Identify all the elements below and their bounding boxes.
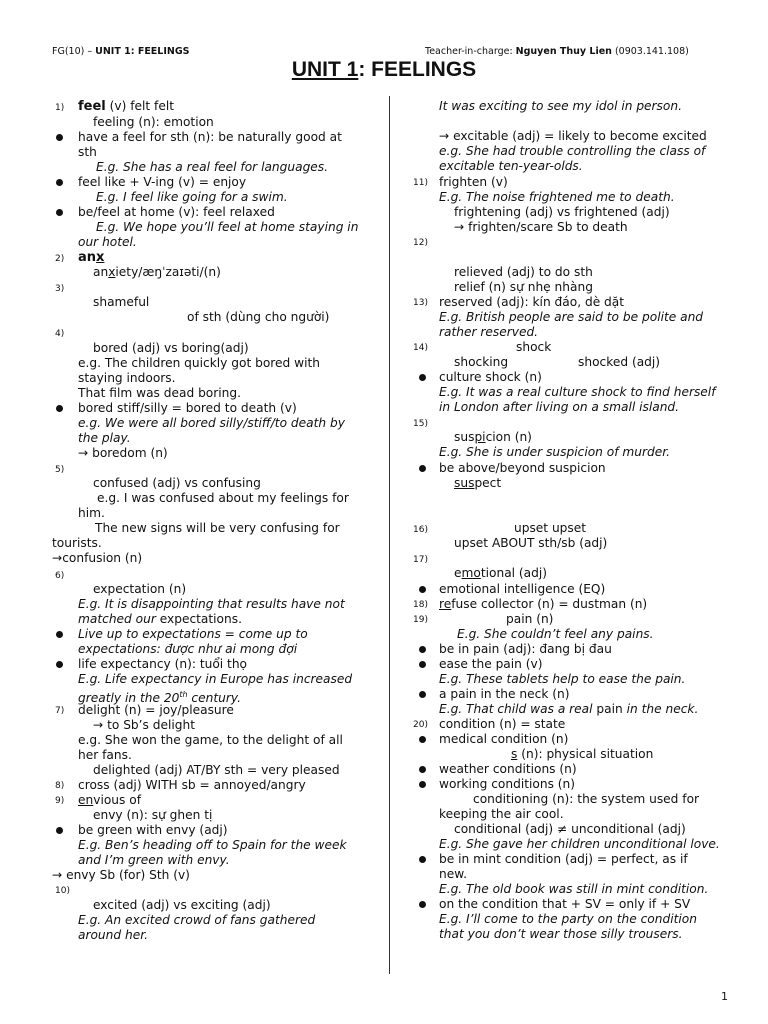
item-number: 12) <box>413 238 428 248</box>
example-line: It was exciting to see my idol in person. <box>439 99 682 113</box>
entry-line: → envy Sb (for) Sth (v) <box>52 868 190 882</box>
entry-refuse <box>439 597 647 612</box>
header-course-code: FG(10) – <box>52 46 96 57</box>
entry-line: confused (adj) vs confusing <box>93 476 261 490</box>
entry-envious <box>78 793 141 808</box>
bullet <box>56 631 63 638</box>
item-number: 19) <box>413 615 428 625</box>
bullet <box>419 691 426 698</box>
entry-line: shocked (adj) <box>578 355 661 369</box>
item-number: 6) <box>55 571 65 581</box>
example-line: rather reserved. <box>439 325 539 339</box>
item-number: 1) <box>55 103 65 113</box>
word-part: iety/æŋˈzaɪəti/(n) <box>115 265 221 279</box>
example-line: E.g. Life expectancy in Europe has increased <box>78 672 353 686</box>
entry-line: upset ABOUT sth/sb (adj) <box>454 536 608 550</box>
item-number: 14) <box>413 343 428 353</box>
entry-line: be in mint condition (adj) = perfect, as if <box>439 852 688 866</box>
bullet <box>56 661 63 668</box>
entry-line: working conditions (n) <box>439 777 576 791</box>
bullet <box>419 586 426 593</box>
example-line: E.g. The noise frightened me to death. <box>439 190 675 204</box>
example-part: pain <box>596 702 623 716</box>
word-part: an <box>93 265 109 279</box>
item-number: 13) <box>413 298 428 308</box>
teacher-phone: (0903.141.108) <box>611 46 689 57</box>
entry-line: him. <box>78 506 105 520</box>
word-stress: x <box>108 265 116 279</box>
entry-line: pain (n) <box>506 612 554 626</box>
example-line: E.g. She is under suspicion of murder. <box>439 445 670 459</box>
bullet <box>419 856 426 863</box>
word-stress: mo <box>461 566 481 580</box>
word-stress: re <box>439 597 452 611</box>
entry-line: culture shock (n) <box>439 370 542 384</box>
entry-feel <box>78 99 174 114</box>
entry-line: bored stiff/silly = bored to death (v) <box>78 401 297 415</box>
example-line: Live up to expectations = come up to <box>78 627 308 641</box>
entry-line: her fans. <box>78 748 132 762</box>
entry-line: conditional (adj) ≠ unconditional (adj) <box>454 822 686 836</box>
entry-line: → frighten/scare Sb to death <box>454 220 628 234</box>
example-line: and I’m green with envy. <box>78 853 230 867</box>
header-teacher <box>425 46 689 57</box>
teacher-label: Teacher-in-charge: <box>425 46 516 57</box>
entry-line: keeping the air cool. <box>439 807 564 821</box>
word-part: (n): physical situation <box>517 747 654 761</box>
entry-line: conditioning (n): the system used for <box>473 792 700 806</box>
entry-line: be/feel at home (v): feel relaxed <box>78 205 275 219</box>
entry-line: relief (n) sự nhẹ nhàng <box>454 280 593 294</box>
bullet <box>56 134 63 141</box>
title-rest: : FEELINGS <box>358 58 477 81</box>
entry-line: expectation (n) <box>93 582 187 596</box>
item-number: 8) <box>55 781 65 791</box>
entry-line: life expectancy (n): tuổi thọ <box>78 657 248 671</box>
entry-line: reserved (adj): kín đáo, dè dặt <box>439 295 625 309</box>
example-line: E.g. The old book was still in mint condition. <box>439 882 709 896</box>
entry-line: → to Sb’s delight <box>93 718 196 732</box>
entry-line: → excitable (adj) = likely to become excited <box>439 129 707 143</box>
entry-line: →confusion (n) <box>52 551 143 565</box>
page-title <box>0 58 768 82</box>
bullet <box>419 766 426 773</box>
entry-line: upset upset <box>514 521 587 535</box>
entry-line: medical condition (n) <box>439 732 569 746</box>
entry-suspect <box>454 476 501 491</box>
entry-line: on the condition that + SV = only if + SV <box>439 897 691 911</box>
example-line: E.g. It is disappointing that results have not <box>78 597 345 611</box>
entry-line: tourists. <box>52 536 102 550</box>
word-part: e <box>454 566 462 580</box>
entry-line: envy (n): sự ghen tị <box>93 808 213 822</box>
bullet <box>419 661 426 668</box>
bullet <box>419 901 426 908</box>
header-course <box>52 46 189 57</box>
bullet <box>419 781 426 788</box>
example-line: E.g. Ben’s heading off to Spain for the week <box>78 838 347 852</box>
word-part: sus <box>454 430 475 444</box>
example-line: excitable ten-year-olds. <box>439 159 583 173</box>
example-line: in London after living on a small island. <box>439 400 680 414</box>
example-line: E.g. She gave her children unconditional love. <box>439 837 720 851</box>
entry-text: (v) felt felt <box>105 99 175 113</box>
entry-line: feel like + V-ing (v) = enjoy <box>78 175 247 189</box>
word-stress: s <box>511 747 518 761</box>
entry-line: e.g. I was confused about my feelings for <box>97 491 349 505</box>
example-line: E.g. An excited crowd of fans gathered <box>78 913 316 927</box>
bullet <box>419 374 426 381</box>
example-line: our hotel. <box>78 235 137 249</box>
entry-anxiety <box>93 265 221 280</box>
example-line: e.g. She had trouble controlling the class of <box>439 144 706 158</box>
word-stress: en <box>78 793 94 807</box>
bullet <box>56 209 63 216</box>
entry-line: be above/beyond suspicion <box>439 461 606 475</box>
example-line-mixed <box>78 612 242 627</box>
example-line: E.g. I’ll come to the party on the condition <box>439 912 697 926</box>
entry-line: feeling (n): emotion <box>93 115 214 129</box>
word-part: tional (adj) <box>480 566 548 580</box>
example-part: expectations. <box>159 612 242 626</box>
item-number: 15) <box>413 419 428 429</box>
entry-line: sth <box>78 145 97 159</box>
item-number: 7) <box>55 706 65 716</box>
entry-line: shameful <box>93 295 150 309</box>
headword: feel <box>78 99 106 114</box>
item-number: 10) <box>55 886 70 896</box>
entry-line: The new signs will be very confusing for <box>95 521 340 535</box>
example-line: E.g. She couldn’t feel any pains. <box>457 627 654 641</box>
headword-part: an <box>78 250 97 265</box>
example-part: matched our <box>78 612 160 626</box>
column-divider <box>389 96 390 974</box>
example-line: the play. <box>78 431 131 445</box>
entry-line: frightening (adj) vs frightened (adj) <box>454 205 670 219</box>
headword-stress: x <box>96 250 105 265</box>
teacher-name: Nguyen Thuy Lien <box>515 46 612 57</box>
entry-line: of sth (dùng cho người) <box>187 310 330 324</box>
entry-line: new. <box>439 867 467 881</box>
page-number: 1 <box>721 990 728 1003</box>
word-stress: pi <box>474 430 486 444</box>
item-number: 17) <box>413 555 428 565</box>
entry-line: ease the pain (v) <box>439 657 543 671</box>
entry-physical <box>511 747 653 762</box>
word-part: cion (n) <box>485 430 532 444</box>
item-number: 11) <box>413 178 428 188</box>
word-part: fuse collector (n) = dustman (n) <box>451 597 648 611</box>
entry-line: a pain in the neck (n) <box>439 687 570 701</box>
example-line: E.g. I feel like going for a swim. <box>96 190 288 204</box>
word-stress: sus <box>454 476 475 490</box>
entry-line: weather conditions (n) <box>439 762 577 776</box>
bullet <box>419 465 426 472</box>
headword-anx <box>78 250 104 265</box>
entry-line: shock <box>516 340 552 354</box>
header-unit: UNIT 1: FEELINGS <box>95 46 190 57</box>
entry-line: e.g. She won the game, to the delight of all <box>78 733 343 747</box>
entry-line: staying indoors. <box>78 371 176 385</box>
entry-emotional <box>454 566 547 581</box>
example-line: that you don’t wear those silly trousers. <box>439 927 683 941</box>
item-number: 4) <box>55 329 65 339</box>
example-line: around her. <box>78 928 148 942</box>
entry-line: → boredom (n) <box>78 446 168 460</box>
item-number: 2) <box>55 254 65 264</box>
entry-line: delighted (adj) AT/BY sth = very pleased <box>93 763 340 777</box>
example-line: E.g. British people are said to be polite and <box>439 310 704 324</box>
example-line: E.g. She has a real feel for languages. <box>96 160 329 174</box>
entry-line: relieved (adj) to do sth <box>454 265 593 279</box>
item-number: 9) <box>55 796 65 806</box>
bullet <box>419 646 426 653</box>
entry-line: be in pain (adj): đang bị đau <box>439 642 612 656</box>
bullet <box>56 827 63 834</box>
example-line: expectations: được như ai mong đợi <box>78 642 298 656</box>
bullet <box>419 736 426 743</box>
example-line: E.g. It was a real culture shock to find herself <box>439 385 716 399</box>
item-number: 16) <box>413 525 428 535</box>
item-number: 5) <box>55 465 65 475</box>
entry-line: cross (adj) WITH sb = annoyed/angry <box>78 778 306 792</box>
item-number: 18) <box>413 600 428 610</box>
item-number: 20) <box>413 720 428 730</box>
example-part: greatly in the 20 <box>78 691 180 706</box>
entry-line: condition (n) = state <box>439 717 566 731</box>
entry-line: That film was dead boring. <box>78 386 241 400</box>
item-number: 3) <box>55 284 65 294</box>
entry-line: e.g. The children quickly got bored with <box>78 356 320 370</box>
example-part: in the neck. <box>622 702 699 716</box>
example-line: E.g. These tablets help to ease the pain. <box>439 672 686 686</box>
superscript: th <box>179 690 188 699</box>
bullet <box>56 179 63 186</box>
example-line: e.g. We were all bored silly/stiff/to death by <box>78 416 345 430</box>
entry-line: have a feel for sth (n): be naturally good at <box>78 130 342 144</box>
entry-line: emotional intelligence (EQ) <box>439 582 606 596</box>
example-part: century. <box>187 691 242 706</box>
example-line: E.g. We hope you’ll feel at home staying in <box>96 220 359 234</box>
entry-line: bored (adj) vs boring(adj) <box>93 341 249 355</box>
entry-line: frighten (v) <box>439 175 508 189</box>
entry-line: shocking <box>454 355 509 369</box>
entry-line: delight (n) = joy/pleasure <box>78 703 234 717</box>
entry-line: be green with envy (adj) <box>78 823 228 837</box>
word-part: pect <box>474 476 502 490</box>
bullet <box>56 405 63 412</box>
example-line-mixed <box>439 702 698 717</box>
title-unit: UNIT 1 <box>291 58 359 81</box>
entry-line: excited (adj) vs exciting (adj) <box>93 898 271 912</box>
example-part: E.g. That child was a real <box>439 702 597 716</box>
entry-suspicion <box>454 430 532 445</box>
word-part: vious of <box>93 793 141 807</box>
